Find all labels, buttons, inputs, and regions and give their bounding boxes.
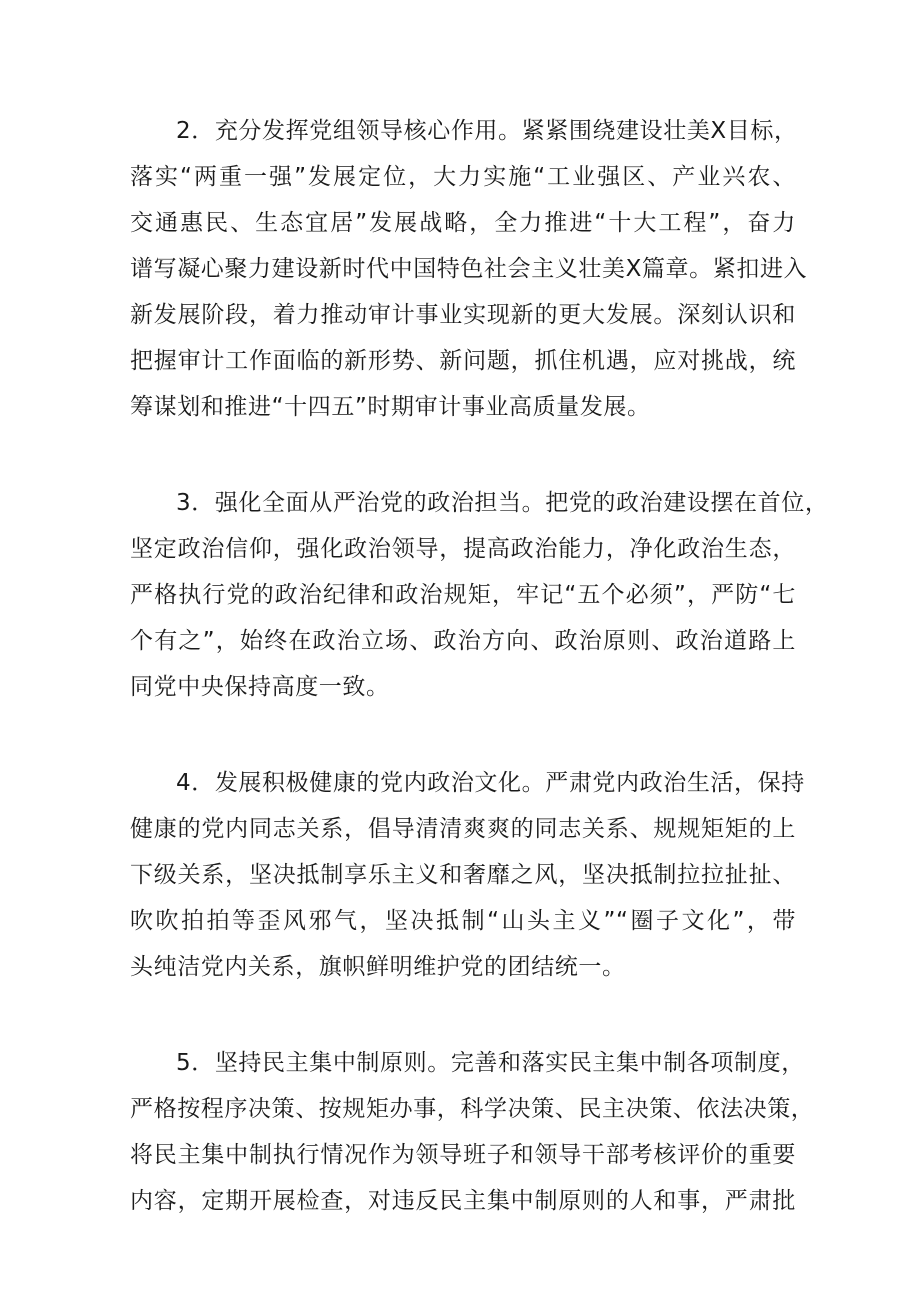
paragraph-4 xyxy=(130,760,805,990)
text-line: 谱写凝心聚力建设新时代中国特色社会主义壮美X篇章。紧扣进入 xyxy=(130,256,808,282)
paragraph-2 xyxy=(130,108,808,430)
text-line: 2．充分发挥党组领导核心作用。紧紧围绕建设壮美X目标， xyxy=(176,118,798,144)
text-line: 下级关系，坚决抵制享乐主义和奢靡之风，坚决抵制拉拉扯扯、 xyxy=(130,862,796,888)
text-line: 把握审计工作面临的新形势、新问题，抓住机遇，应对挑战，统 xyxy=(130,348,796,374)
text-line: 个有之”，始终在政治立场、政治方向、政治原则、政治道路上 xyxy=(130,628,796,654)
text-line: 内容，定期开展检查，对违反民主集中制原则的人和事，严肃批 xyxy=(130,1188,796,1214)
text-line: 3．强化全面从严治党的政治担当。把党的政治建设摆在首位， xyxy=(176,490,829,516)
text-line: 严格执行党的政治纪律和政治规矩，牢记“五个必须”，严防“七 xyxy=(130,582,796,608)
text-line: 吹吹拍拍等歪风邪气，坚决抵制“山头主义”“圈子文化”，带 xyxy=(130,908,796,934)
text-line: 4．发展积极健康的党内政治文化。严肃党内政治生活，保持 xyxy=(176,770,805,796)
text-line: 5．坚持民主集中制原则。完善和落实民主集中制各项制度， xyxy=(176,1050,805,1076)
text-line: 坚定政治信仰，强化政治领导，提高政治能力，净化政治生态， xyxy=(130,536,796,562)
text-line: 头纯洁党内关系，旗帜鲜明维护党的团结统一。 xyxy=(130,954,626,980)
document-body xyxy=(130,108,829,1274)
paragraph-5 xyxy=(130,1040,815,1224)
text-line: 新发展阶段，着力推动审计事业实现新的更大发展。深刻认识和 xyxy=(130,302,796,328)
text-line: 将民主集中制执行情况作为领导班子和领导干部考核评价的重要 xyxy=(130,1142,796,1168)
text-line: 严格按程序决策、按规矩办事，科学决策、民主决策、依法决策， xyxy=(130,1096,815,1122)
text-line: 交通惠民、生态宜居”发展战略，全力推进“十大工程”，奋力 xyxy=(130,210,796,236)
text-line: 落实“两重一强”发展定位，大力实施“工业强区、产业兴农、 xyxy=(130,164,796,190)
text-line: 筹谋划和推进“十四五”时期审计事业高质量发展。 xyxy=(130,394,651,420)
text-line: 健康的党内同志关系，倡导清清爽爽的同志关系、规规矩矩的上 xyxy=(130,816,796,842)
text-line: 同党中央保持高度一致。 xyxy=(130,674,390,700)
paragraph-3 xyxy=(130,480,829,710)
